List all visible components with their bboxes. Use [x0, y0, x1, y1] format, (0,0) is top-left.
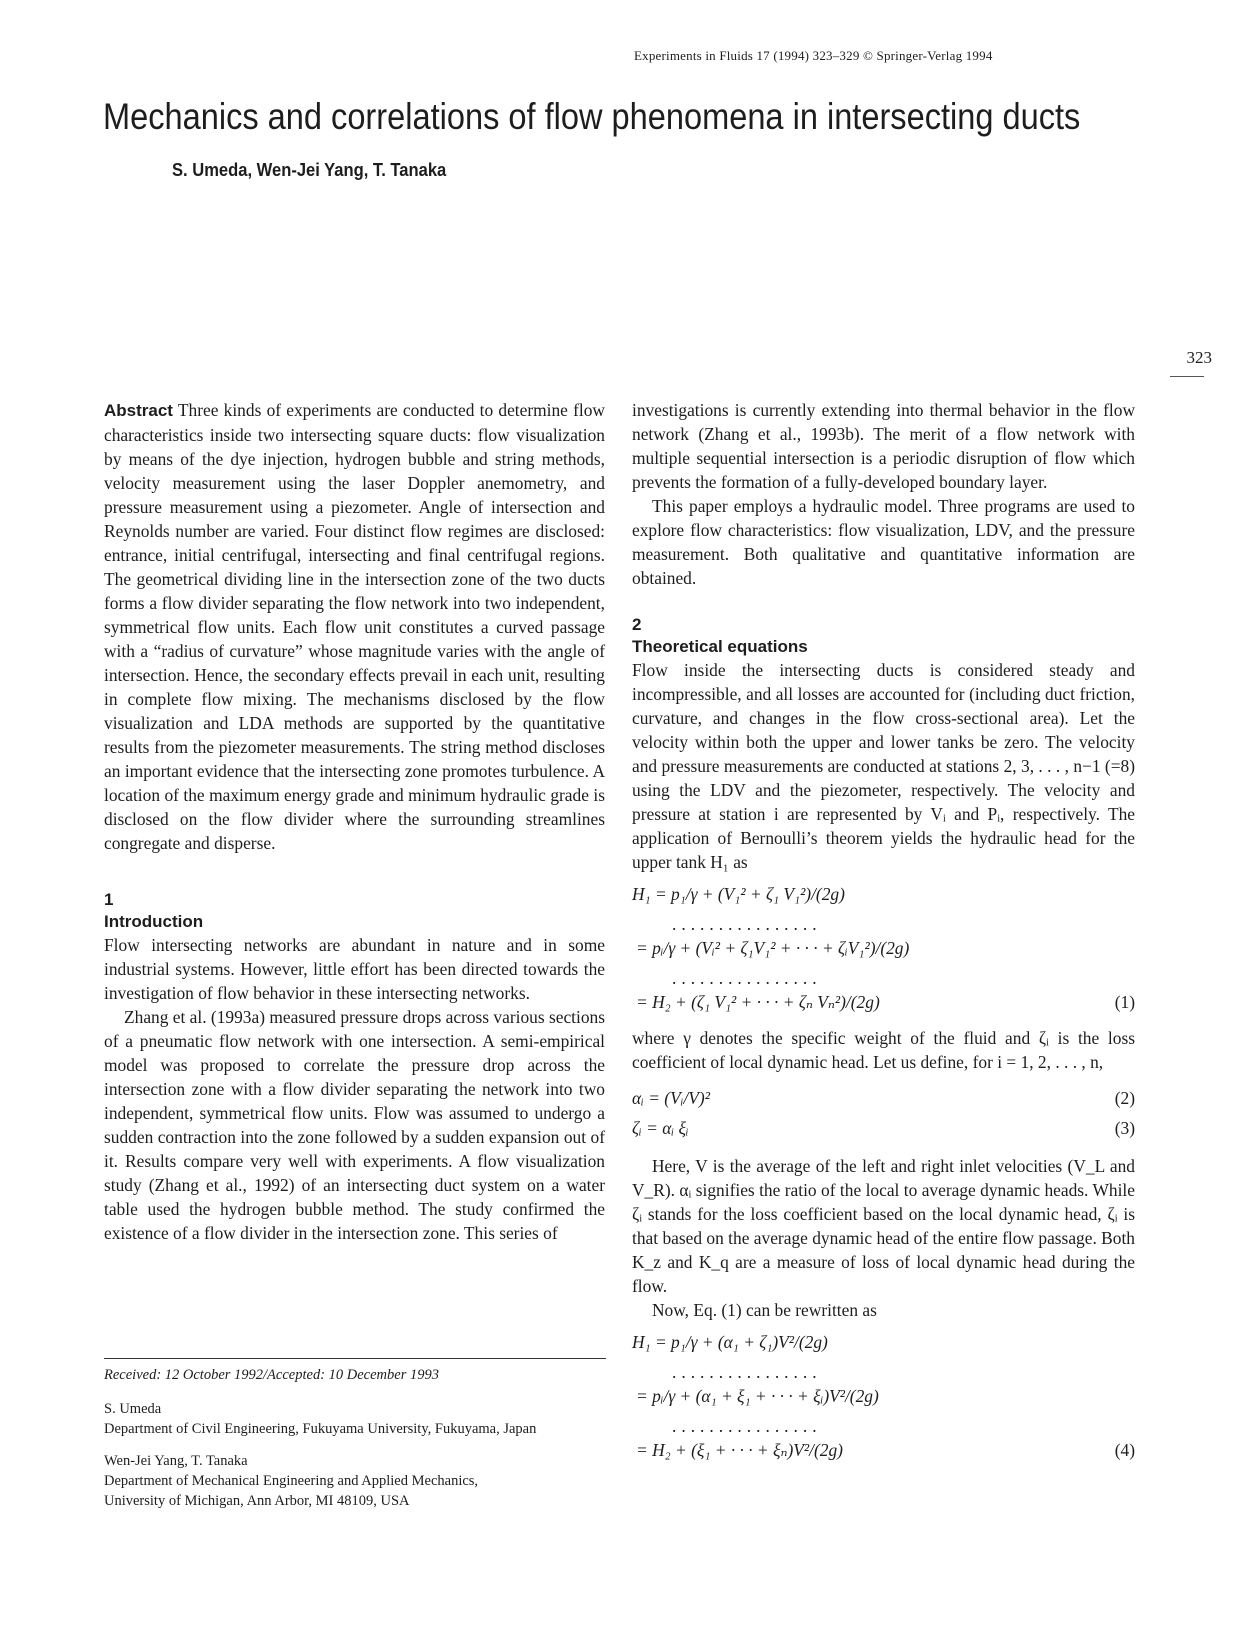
theory-paragraph-2: where γ denotes the specific weight of the fluid and ζᵢ is the loss coefficient of local dynamic head. Let us define, for i = 1, 2, . . . , n,: [632, 1028, 1135, 1072]
section-1-title: Introduction: [104, 912, 204, 931]
author-1-affiliation: Department of Civil Engineering, Fukuyama University, Fukuyama, Japan: [104, 1421, 537, 1437]
equation-1-dots-2: ................: [672, 968, 822, 988]
footnote-rule: [104, 1358, 606, 1359]
author-2-affiliation-line-1: Department of Mechanical Engineering and Applied Mechanics,: [104, 1473, 479, 1489]
equation-1-line-3: = H₂ + (ζ₁ V₁² + · · · + ζₙ Vₙ²)/(2g) (1): [636, 992, 1135, 1012]
intro-paragraph-model: This paper employs a hydraulic model. Three programs are used to explore flow characteristics: flow visualization, LDV, and the pressure measurement. Both qualitative and quantitative information are obtained.: [632, 496, 1135, 588]
intro-paragraph-1: Flow intersecting networks are abundant in nature and in some industrial systems. However, little effort has been directed towards the investigation of flow behavior in these intersecting networks.: [104, 935, 605, 1003]
left-column: [104, 398, 605, 1245]
page-number: 323: [1186, 348, 1212, 367]
equation-1-number: (1): [1114, 992, 1135, 1012]
equation-1-dots-1: ................: [672, 914, 822, 934]
right-column: [632, 398, 1135, 1468]
abstract-label: Abstract: [104, 401, 173, 420]
equation-4-line-3: = H₂ + (ξ₁ + · · · + ξₙ)V²/(2g) (4): [636, 1440, 1135, 1460]
equation-4-line-1: H₁ = p₁/γ + (α₁ + ζ₁)V²/(2g): [632, 1332, 828, 1352]
section-2-number: 2: [632, 615, 642, 634]
intro-paragraph-2: Zhang et al. (1993a) measured pressure drops across various sections of a pneumatic flow network with one intersection. A semi-empirical model was proposed to correlate the pressure drop across the intersection zone with a flow divider separating the network into two independent, symmetrical flow units. Flow was assumed to undergo a sudden contraction into the zone followed by a sudden expansion out of it. Results compare very well with experiments. A flow visualization study (Zhang et al., 1992) of an intersecting duct system on a water table used the hydrogen bubble method. The study confirmed the existence of a flow divider in the intersection zone. This series of: [104, 1007, 605, 1243]
equation-1-line-2: = pᵢ/γ + (Vᵢ² + ζ₁V₁² + · · · + ζᵢV₁²)/(2g): [636, 938, 910, 958]
author-2-affiliation-line-2: University of Michigan, Ann Arbor, MI 48109, USA: [104, 1493, 410, 1509]
section-2-title: Theoretical equations: [632, 637, 808, 656]
equation-3: ζᵢ = αᵢ ξᵢ (3): [632, 1118, 1135, 1138]
equation-4-dots-1: ................: [672, 1362, 822, 1382]
abstract-text: Three kinds of experiments are conducted to determine flow characteristics inside two intersecting square ducts: flow visualization by means of the dye injection, hydrogen bubble and string methods, velocity measurement using the laser Doppler anemometry, and pressure measurement using a piezometer. Angle of intersection and Reynolds number are varied. Four distinct flow regimes are disclosed: entrance, initial centrifugal, intersecting and final centrifugal regions. The geometrical dividing line in the intersection zone of the two ducts forms a flow divider separating the flow network into two independent, symmetrical flow units. Each flow unit constitutes a curved passage with a “radius of curvature” whose magnitude varies with the angle of intersection. Hence, the secondary effects prevail in each unit, resulting in complete flow mixing. The mechanisms disclosed by the flow visualization and LDA methods are supported by the quantitative results from the piezometer measurements. The string method discloses an important evidence that the intersecting zone promotes turbulence. A location of the maximum energy grade and minimum hydraulic grade is disclosed on the flow divider where the surrounding streamlines congregate and disperse.: [104, 400, 605, 853]
equation-4-number: (4): [1114, 1440, 1135, 1460]
equation-2: αᵢ = (Vᵢ/V)² (2): [632, 1088, 1135, 1108]
theory-paragraph-4: Now, Eq. (1) can be rewritten as: [652, 1300, 877, 1320]
paper-title: Mechanics and correlations of flow phenomena in intersecting ducts: [103, 96, 1081, 137]
author-list: S. Umeda, Wen-Jei Yang, T. Tanaka: [172, 160, 447, 180]
received-dates: Received: 12 October 1992/Accepted: 10 December 1993: [104, 1367, 439, 1383]
intro-paragraph-cont: investigations is currently extending into thermal behavior in the flow network (Zhang et al., 1993b). The merit of a flow network with multiple sequential intersection is a periodic disruption of flow which prevents the formation of a fully-developed boundary layer.: [632, 400, 1135, 492]
equation-2-number: (2): [1114, 1088, 1135, 1108]
equation-4-dots-2: ................: [672, 1416, 822, 1436]
equation-3-number: (3): [1114, 1118, 1135, 1138]
theory-paragraph-1: Flow inside the intersecting ducts is considered steady and incompressible, and all losses are accounted for (including duct friction, curvature, and changes in the flow cross-sectional area). Let the velocity within both the upper and lower tanks be zero. The velocity and pressure measurements are conducted at stations 2, 3, . . . , n−1 (=8) using the LDV and the piezometer, respectively. The velocity and pressure at station i are represented by Vᵢ and Pᵢ, respectively. The application of Bernoulli’s theorem yields the hydraulic head for the upper tank H₁ as: [632, 660, 1135, 872]
footnote-block: [104, 1365, 614, 1523]
abstract-paragraph: [104, 398, 605, 855]
equation-1-line-1: H₁ = p₁/γ + (V₁² + ζ₁ V₁²)/(2g): [632, 884, 845, 904]
theory-paragraph-3: Here, V is the average of the left and right inlet velocities (V_L and V_R). αᵢ signifies the ratio of the local to average dynamic heads. While ζᵢ stands for the loss coefficient based on the local dynamic head, ζᵢ is that based on the average dynamic head of the entire flow passage. Both K_z and K_q are a measure of loss of local dynamic head during the flow.: [632, 1156, 1135, 1296]
section-1-number: 1: [104, 890, 114, 909]
journal-citation: Experiments in Fluids 17 (1994) 323–329 © Springer-Verlag 1994: [634, 48, 993, 63]
equation-4-line-2: = pᵢ/γ + (α₁ + ξ₁ + · · · + ξᵢ)V²/(2g): [636, 1386, 879, 1406]
author-1-name: S. Umeda: [104, 1401, 162, 1417]
page-number-rule: [1170, 376, 1204, 377]
author-2-name: Wen-Jei Yang, T. Tanaka: [104, 1453, 248, 1469]
